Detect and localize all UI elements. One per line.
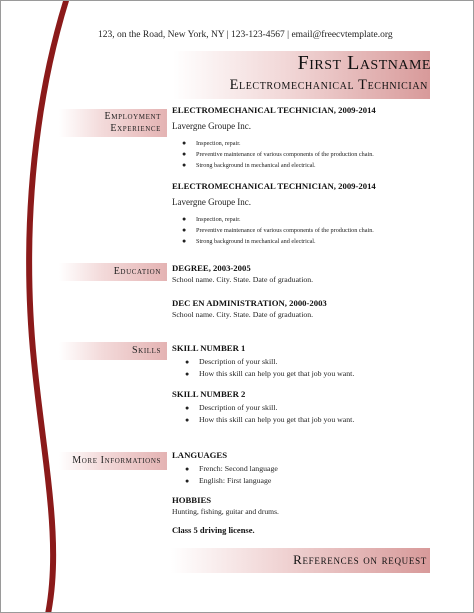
references-text: References on request <box>293 552 427 567</box>
job-duties <box>182 138 442 171</box>
education-item-1 <box>172 263 442 285</box>
skill-item-2 <box>172 389 442 426</box>
job-company: Lavergne Groupe Inc. <box>172 121 252 131</box>
job-company: Lavergne Groupe Inc. <box>172 197 252 207</box>
skill-lines <box>185 356 442 380</box>
more-info <box>172 450 442 536</box>
list-item: ● French: Second language <box>185 464 278 473</box>
list-item: ● Description of your skill. <box>185 357 278 366</box>
skill-item-1 <box>172 343 442 380</box>
list-item: ● English: First language <box>185 476 272 485</box>
contact-line: 123, on the Road, New York, NY | 123-123-4567 | email@freecvtemplate.org <box>98 30 393 40</box>
decorative-curve <box>1 1 121 613</box>
languages-list <box>185 463 442 487</box>
education-detail: School name. City. State. Date of graduation. <box>172 310 314 319</box>
experience-label: Employment Experience <box>104 111 161 134</box>
list-item: ● Strong background in mechanical and electrical. <box>182 237 316 245</box>
list-item: ● Preventive maintenance of various components of the production chain. <box>182 226 374 234</box>
more-label: More Informations <box>72 455 161 466</box>
experience-job-2 <box>172 181 442 247</box>
experience-job-1 <box>172 105 442 171</box>
education-detail: School name. City. State. Date of graduation. <box>172 275 314 284</box>
list-item: ● How this skill can help you get that job you want. <box>185 369 355 378</box>
job-title: Electromechanical Technician <box>229 77 428 93</box>
skills-label: Skills <box>132 345 161 356</box>
license-text: Class 5 driving license. <box>172 525 255 535</box>
list-item: ● Inspection, repair. <box>182 215 241 223</box>
hobbies-heading: HOBBIES <box>172 495 212 505</box>
skill-heading: SKILL NUMBER 1 <box>172 343 246 353</box>
education-label: Education <box>113 266 161 277</box>
list-item: ● Description of your skill. <box>185 403 278 412</box>
list-item: ● Inspection, repair. <box>182 139 241 147</box>
languages-heading: LANGUAGES <box>172 450 228 460</box>
list-item: ● Preventive maintenance of various components of the production chain. <box>182 150 374 158</box>
hobbies-text: Hunting, fishing, guitar and drums. <box>172 507 279 516</box>
skill-lines <box>185 402 442 426</box>
job-heading: ELECTROMECHANICAL TECHNICIAN, 2009-2014 <box>172 105 376 115</box>
education-heading: DEGREE, 2003-2005 <box>172 263 251 273</box>
education-heading: DEC EN ADMINISTRATION, 2000-2003 <box>172 298 327 308</box>
skill-heading: SKILL NUMBER 2 <box>172 389 246 399</box>
education-item-2 <box>172 298 442 320</box>
list-item: ● How this skill can help you get that job you want. <box>185 415 355 424</box>
full-name: First Lastname <box>297 52 431 74</box>
job-heading: ELECTROMECHANICAL TECHNICIAN, 2009-2014 <box>172 181 376 191</box>
list-item: ● Strong background in mechanical and electrical. <box>182 161 316 169</box>
job-duties <box>182 214 442 247</box>
